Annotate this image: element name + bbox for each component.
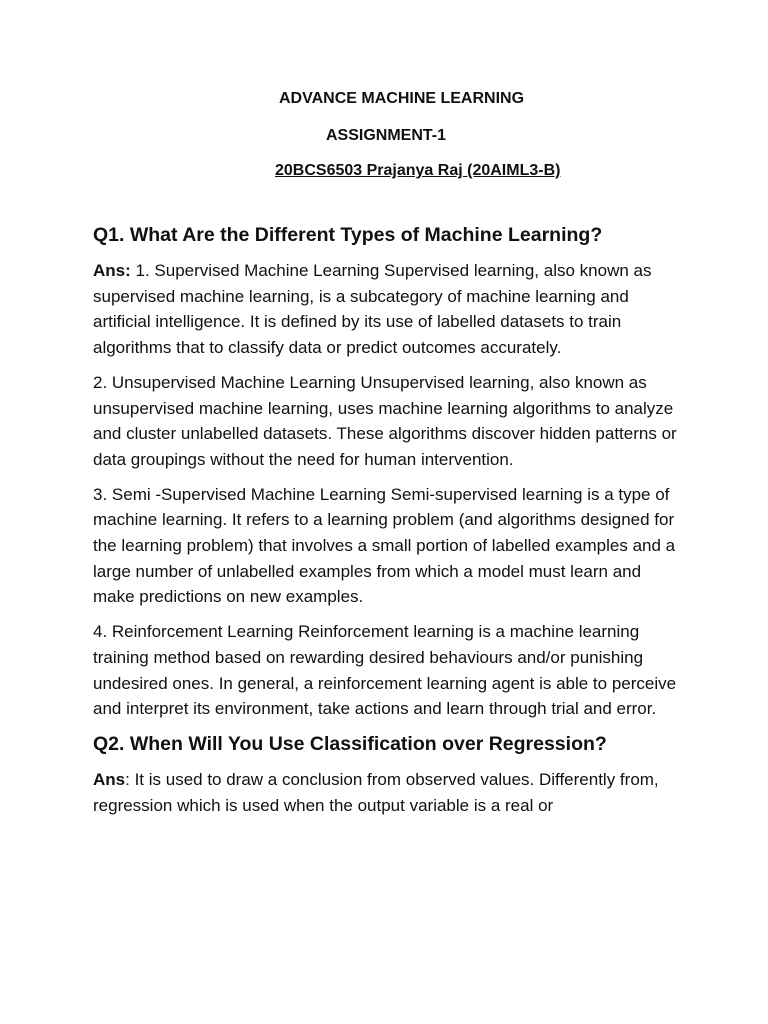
answer-1-paragraph-2: 2. Unsupervised Machine Learning Unsupervised learning, also known as unsupervised machine learning, uses machine learning algorithms to analyze and cluster unlabelled datasets. These algorithms discover hidden patterns or data groupings without the need for human intervention. (93, 372, 677, 469)
answer-label: Ans (93, 769, 126, 789)
answer-text: 1. Supervised Machine Learning Supervised learning, also known as supervised machine learning, is a subcategory of machine learning and artificial intelligence. It is defined by its use of labelled datasets to train algorithms that to classify data or predict outcomes accurately. (93, 261, 652, 358)
question-1-heading: Q1. What Are the Different Types of Machine Learning? (93, 224, 603, 246)
answer-text: : It is used to draw a conclusion from observed values. Differently from, regression which is used when the output variable is a real or (93, 769, 659, 815)
document-title: ADVANCE MACHINE LEARNING (279, 90, 525, 107)
answer-1-paragraph-4: 4. Reinforcement Learning Reinforcement learning is a machine learning training method based on rewarding desired behaviours and/or punishing undesired ones. In general, a reinforcement learning agent is able to perceive and interpret its environment, take actions and learn through trial and error. (93, 622, 677, 719)
question-2-heading: Q2. When Will You Use Classification over Regression? (93, 732, 607, 755)
answer-1-paragraph-1 (93, 258, 683, 361)
answer-1-paragraph-3: 3. Semi -Supervised Machine Learning Semi-supervised learning is a type of machine learning. It refers to a learning problem (and algorithms designed for the learning problem) that involves a small portion of labelled examples and a large number of unlabelled examples from which a model must learn and make predictions on new examples. (93, 484, 676, 607)
student-info: 20BCS6503 Prajanya Raj (20AIML3-B) (275, 162, 561, 179)
answer-2-paragraph (93, 767, 683, 818)
document-body (93, 222, 683, 827)
assignment-label: ASSIGNMENT-1 (326, 127, 447, 144)
answer-label: Ans: (93, 261, 131, 280)
